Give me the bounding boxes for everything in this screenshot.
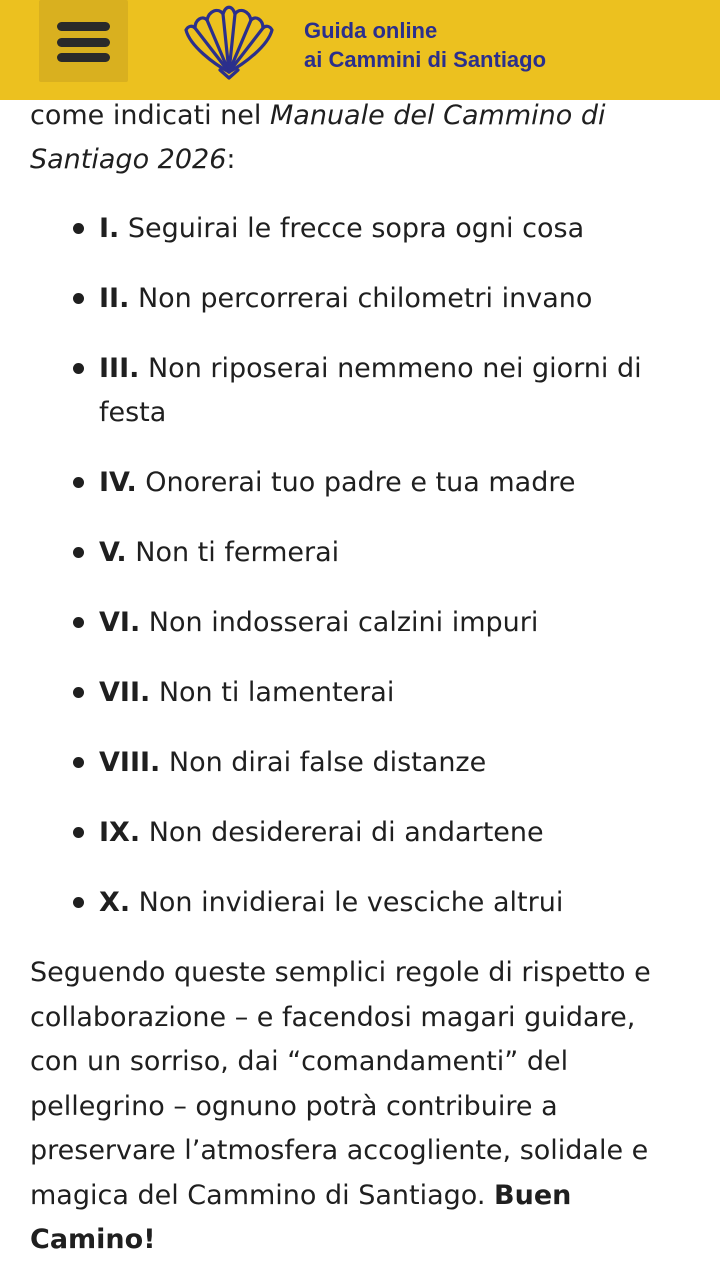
commandment-text: Non invidierai le vesciche altrui bbox=[130, 887, 564, 918]
closing-text: Seguendo queste semplici regole di rispetto e collaborazione – e facendosi magari guidare, con un sorriso, dai “comandamenti” del pellegrino – ognuno potrà contribuire a preservare l’atmosfera accogliente, solidale e magica del Cammino di Santiago. bbox=[30, 957, 651, 1211]
commandment-text: Non indosserai calzini impuri bbox=[140, 607, 539, 638]
commandment-number: X. bbox=[99, 887, 131, 918]
commandment-number: III. bbox=[99, 353, 140, 384]
commandment-text: Non percorrerai chilometri invano bbox=[129, 283, 593, 314]
commandment-text: Seguirai le frecce sopra ogni cosa bbox=[119, 213, 585, 244]
list-item bbox=[30, 601, 690, 645]
commandment-text: Non ti lamenterai bbox=[150, 677, 395, 708]
list-item bbox=[30, 531, 690, 575]
brand-line-1: Guida online bbox=[304, 18, 438, 43]
brand-line-2: ai Cammini di Santiago bbox=[304, 47, 547, 72]
list-item bbox=[30, 881, 690, 925]
commandment-number: VII. bbox=[99, 677, 151, 708]
list-item bbox=[30, 811, 690, 855]
closing-paragraph bbox=[30, 951, 690, 1263]
intro-paragraph bbox=[30, 94, 690, 182]
commandment-number: VIII. bbox=[99, 747, 161, 778]
commandment-text: Onorerai tuo padre e tua madre bbox=[136, 467, 576, 498]
scallop-shell-icon[interactable] bbox=[180, 0, 278, 82]
commandments-list bbox=[30, 207, 690, 925]
hamburger-menu-icon bbox=[57, 22, 110, 62]
list-item bbox=[30, 207, 690, 251]
commandment-text: Non dirai false distanze bbox=[160, 747, 487, 778]
article-content bbox=[30, 94, 690, 1263]
commandment-number: IV. bbox=[99, 467, 137, 498]
commandment-text: Non desidererai di andartene bbox=[140, 817, 544, 848]
commandment-number: VI. bbox=[99, 607, 141, 638]
list-item bbox=[30, 671, 690, 715]
manual-title: Manuale del Cammino di Santiago 2026 bbox=[30, 100, 606, 175]
commandment-number: IX. bbox=[99, 817, 141, 848]
intro-text: come indicati nel bbox=[30, 100, 270, 131]
buen-camino: Buen Camino! bbox=[30, 1179, 572, 1255]
menu-button[interactable] bbox=[39, 0, 128, 82]
intro-colon: : bbox=[226, 144, 236, 175]
site-header bbox=[0, 0, 720, 100]
list-item bbox=[30, 741, 690, 785]
commandment-number: V. bbox=[99, 537, 127, 568]
commandment-text: Non riposerai nemmeno nei giorni di festa bbox=[99, 353, 642, 428]
commandment-number: II. bbox=[99, 283, 130, 314]
list-item bbox=[30, 347, 690, 435]
commandment-number: I. bbox=[99, 213, 120, 244]
list-item bbox=[30, 461, 690, 505]
brand-title[interactable] bbox=[304, 16, 546, 74]
list-item bbox=[30, 277, 690, 321]
commandment-text: Non ti fermerai bbox=[126, 537, 340, 568]
